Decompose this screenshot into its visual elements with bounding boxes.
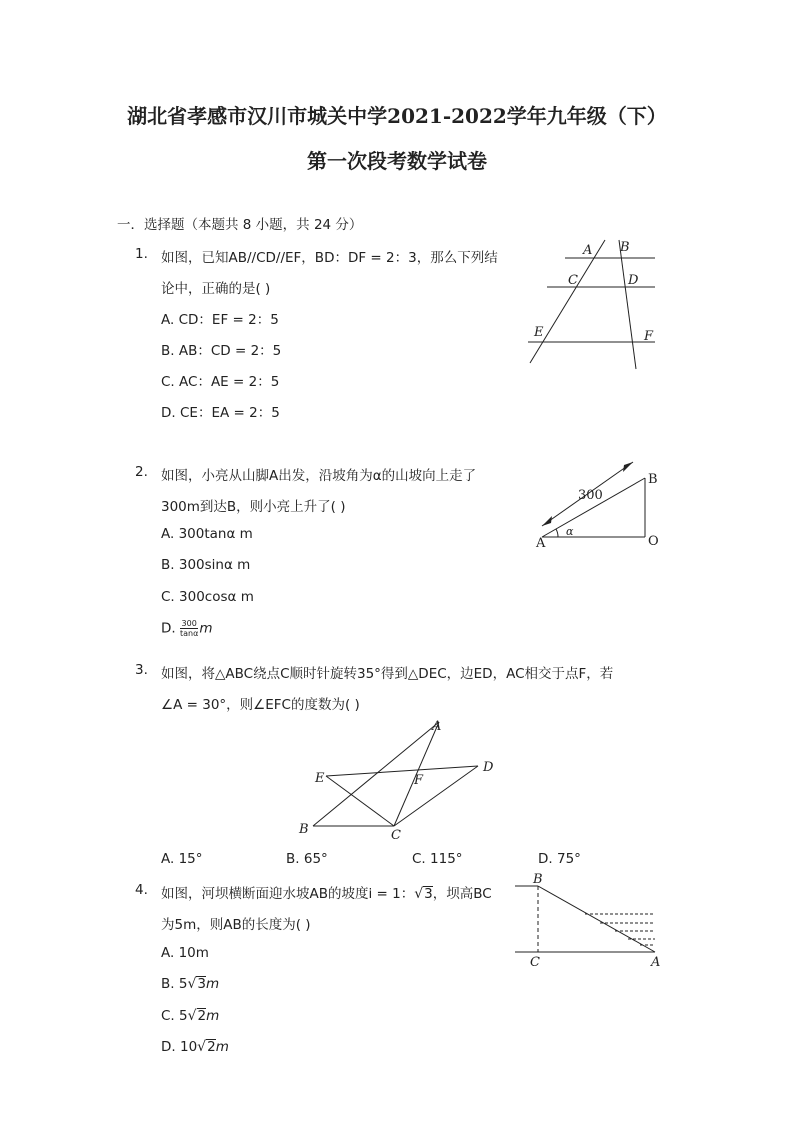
label-b: B (299, 822, 309, 837)
option-text: 300cosα m (179, 589, 254, 605)
text-segment: 如图，河坝横断面迎水坡AB的坡度i = 1： (161, 886, 415, 902)
question-4-option-d[interactable]: D. 10√2m (161, 1039, 229, 1055)
unit: m (205, 976, 220, 992)
question-4-line-1: 如图，河坝横断面迎水坡AB的坡度i = 1：√3，坝高BC (161, 886, 492, 902)
option-letter: B. (286, 851, 300, 867)
option-text: 300tanα m (178, 526, 253, 542)
coefficient: 5 (179, 1008, 188, 1024)
label-e: E (534, 325, 544, 340)
label-b: B (620, 240, 630, 255)
option-text: AC：AE = 2：5 (179, 374, 280, 390)
label-f: F (644, 329, 654, 344)
label-a: A (583, 243, 593, 258)
coefficient: 5 (178, 976, 188, 992)
transversal-bdf (619, 240, 636, 369)
question-4-line-2: 为5m，则AB的长度为( ) (161, 917, 311, 933)
label-o: O (648, 534, 659, 549)
option-letter: D. (161, 1039, 176, 1055)
option-letter: B. (161, 557, 175, 573)
unit: m (215, 1039, 229, 1055)
question-3-figure (292, 714, 502, 844)
question-1-option-a[interactable] (161, 308, 279, 328)
question-1-line-2: 论中，正确的是( ) (161, 281, 271, 297)
fraction-numerator: 300 (181, 619, 197, 628)
option-text: 115° (430, 851, 463, 867)
question-2-figure (530, 456, 665, 551)
label-f: F (414, 773, 424, 788)
question-2-option-a[interactable] (161, 526, 253, 542)
unit: m (206, 1008, 220, 1024)
option-letter: B. (161, 343, 175, 359)
radicand: 2 (197, 1008, 207, 1024)
coefficient: 10 (179, 1039, 198, 1055)
question-3-option-a[interactable] (161, 851, 203, 867)
text-segment: ，坝高BC (432, 886, 492, 902)
option-text: CE：EA = 2：5 (179, 405, 280, 421)
radicand: 3 (424, 886, 433, 902)
option-text: CD：EF = 2：5 (178, 312, 279, 328)
option-text: AB：CD = 2：5 (178, 343, 282, 359)
question-4-option-c[interactable]: C. 5√2m (161, 1008, 220, 1024)
option-letter: C. (161, 589, 175, 605)
page-title: 湖北省孝感市汉川市城关中学2021-2022学年九年级（下） (127, 104, 667, 128)
fraction (180, 619, 198, 638)
question-1-number: 1. (135, 246, 148, 262)
question-3-number: 3. (135, 662, 148, 678)
label-c: C (391, 828, 401, 843)
segment-ab (542, 478, 645, 537)
option-text: 75° (556, 851, 581, 867)
question-2-option-d[interactable] (161, 619, 213, 638)
question-4-option-a[interactable] (161, 945, 209, 961)
question-3-line-1: 如图，将△ABC绕点C顺时针旋转35°得到△DEC，边ED，AC相交于点F，若 (161, 666, 614, 682)
label-d: D (483, 760, 494, 775)
label-d: D (628, 273, 639, 288)
label-a: A (432, 719, 442, 734)
question-3-option-c[interactable] (412, 851, 463, 867)
label-b: B (648, 472, 658, 487)
question-4-option-b[interactable]: B. 5√3m (161, 976, 220, 992)
option-text: 15° (178, 851, 203, 867)
unit: m (199, 620, 213, 637)
question-1-option-c[interactable] (161, 370, 279, 390)
question-1-figure (520, 238, 670, 373)
question-2-option-b[interactable] (161, 557, 250, 573)
label-c: C (568, 273, 578, 288)
option-letter: C. (161, 374, 175, 390)
option-text: 65° (303, 851, 328, 867)
question-3-option-d[interactable] (538, 851, 581, 867)
option-letter: A. (161, 851, 175, 867)
label-length: 300 (578, 488, 603, 503)
question-1-line-1: 如图，已知AB//CD//EF，BD：DF = 2：3，那么下列结 (161, 250, 498, 266)
label-c: C (530, 955, 540, 970)
arrow-head-start (542, 516, 552, 526)
option-letter: C. (412, 851, 426, 867)
section-heading: 一．选择题（本题共 8 小题，共 24 分） (117, 217, 363, 233)
option-letter: D. (538, 851, 553, 867)
option-letter: A. (161, 312, 175, 328)
question-2-line-2: 300m到达B，则小亮上升了( ) (161, 499, 346, 515)
page-subtitle: 第一次段考数学试卷 (307, 149, 487, 173)
angle-arc (556, 529, 558, 537)
option-letter: A. (161, 945, 175, 961)
question-3-line-2: ∠A = 30°，则∠EFC的度数为( ) (161, 697, 360, 713)
question-2-line-1: 如图，小亮从山脚A出发，沿坡角为α的山坡向上走了 (161, 468, 477, 484)
question-2-number: 2. (135, 464, 148, 480)
option-letter: D. (161, 620, 176, 637)
label-alpha: α (566, 525, 574, 538)
arrow-head-end (623, 462, 633, 472)
question-3-option-b[interactable] (286, 851, 328, 867)
question-1-option-b[interactable] (161, 339, 281, 359)
radicand: 3 (197, 976, 206, 992)
question-4-figure (510, 872, 670, 972)
slope-ab (538, 886, 655, 952)
fraction-denominator: tanα (179, 629, 199, 638)
segment-ec (326, 776, 394, 826)
option-letter: D. (161, 405, 176, 421)
radicand: 2 (207, 1039, 216, 1055)
option-letter: A. (161, 526, 175, 542)
option-letter: C. (161, 1008, 175, 1024)
option-text: 300sinα m (178, 557, 251, 573)
label-a: A (651, 955, 661, 970)
option-letter: B. (161, 976, 175, 992)
label-e: E (315, 771, 325, 786)
label-a: A (536, 536, 546, 551)
question-2-option-c[interactable] (161, 589, 254, 605)
segment-ed (326, 766, 478, 776)
question-1-option-d[interactable] (161, 401, 280, 421)
option-text: 10m (178, 945, 209, 961)
label-b: B (533, 872, 543, 887)
question-4-number: 4. (135, 882, 148, 898)
